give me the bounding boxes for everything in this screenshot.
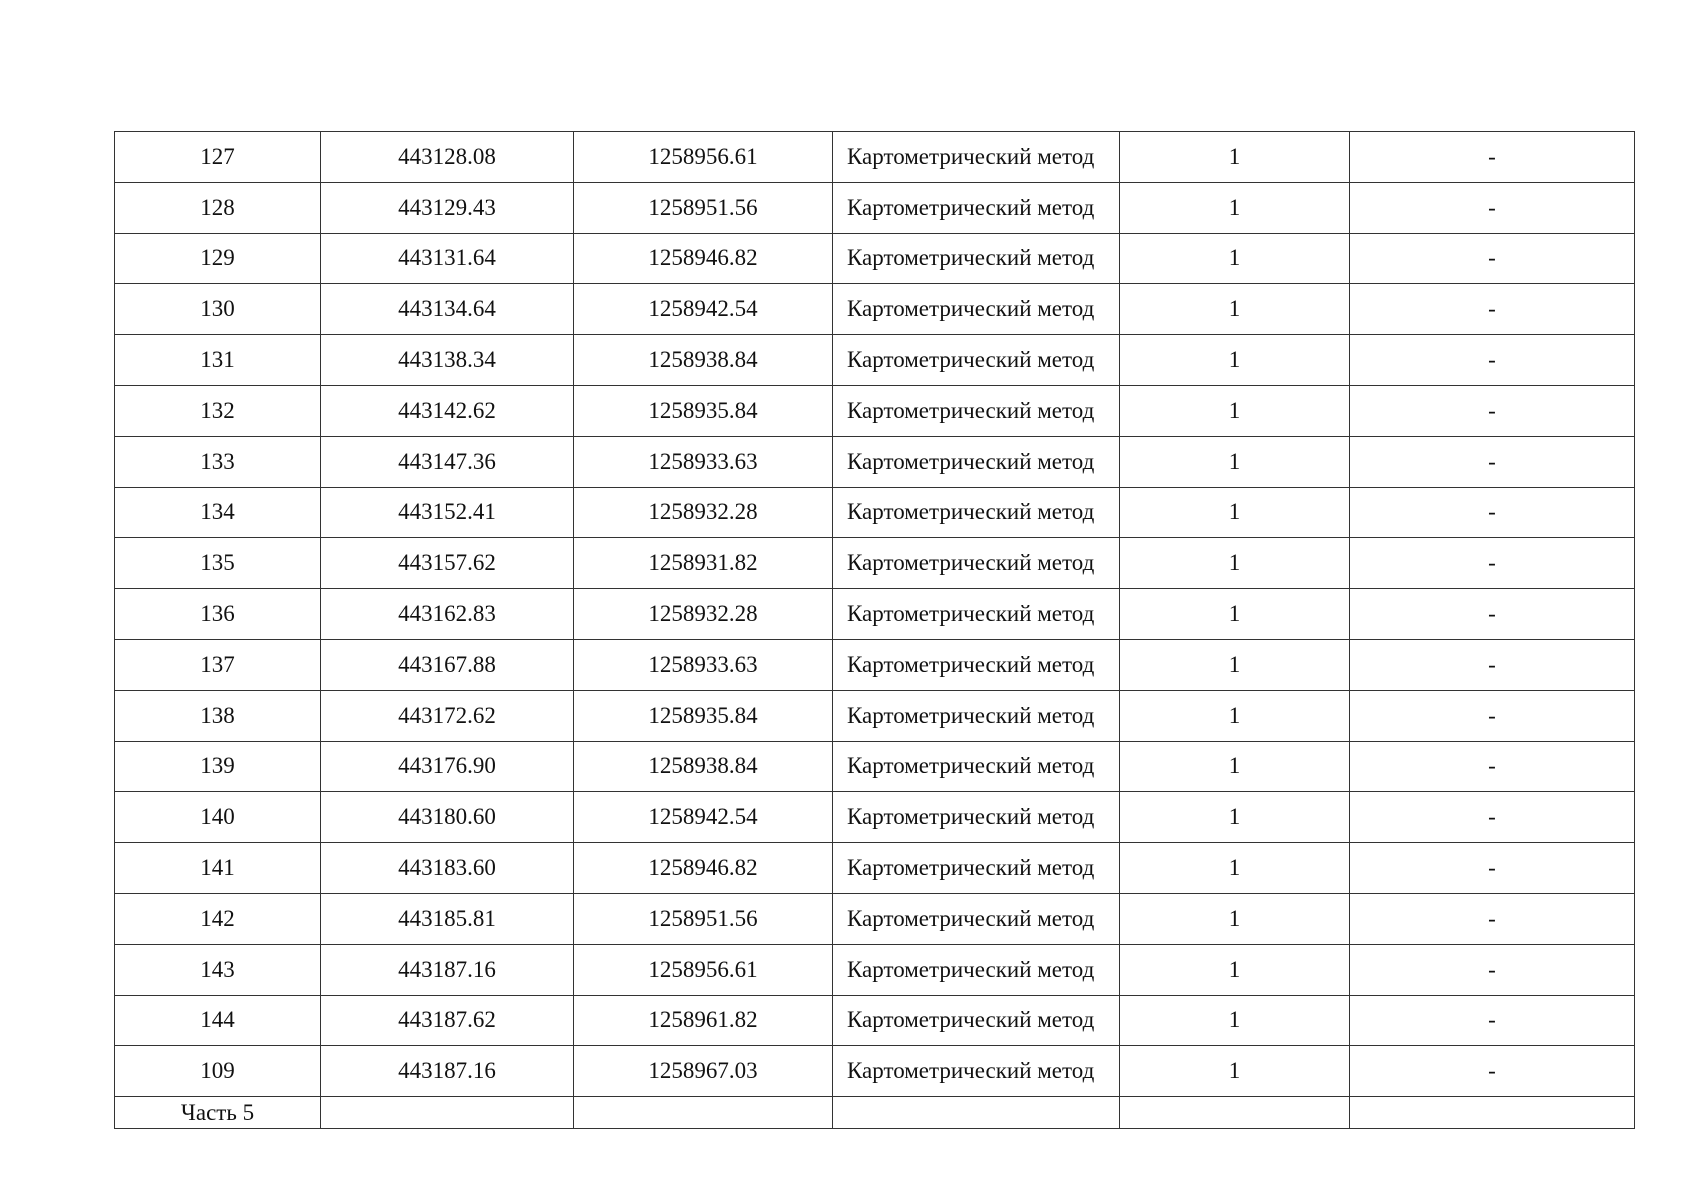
method-cell: Картометрический метод xyxy=(833,335,1120,386)
method-cell: Картометрический метод xyxy=(833,995,1120,1046)
y-coordinate-cell: 1258961.82 xyxy=(574,995,833,1046)
accuracy-cell: 1 xyxy=(1120,1046,1350,1097)
description-cell: - xyxy=(1350,944,1635,995)
accuracy-cell: 1 xyxy=(1120,182,1350,233)
y-coordinate-cell: 1258935.84 xyxy=(574,385,833,436)
description-cell: - xyxy=(1350,995,1635,1046)
x-coordinate-cell: 443128.08 xyxy=(321,132,574,183)
method-cell: Картометрический метод xyxy=(833,893,1120,944)
x-coordinate-cell: 443180.60 xyxy=(321,792,574,843)
method-cell: Картометрический метод xyxy=(833,589,1120,640)
point-number-cell: 144 xyxy=(115,995,321,1046)
method-cell: Картометрический метод xyxy=(833,487,1120,538)
accuracy-cell: 1 xyxy=(1120,792,1350,843)
table-row xyxy=(115,487,1635,538)
method-cell: Картометрический метод xyxy=(833,182,1120,233)
part-label-row xyxy=(115,1097,1635,1129)
y-coordinate-cell: 1258956.61 xyxy=(574,944,833,995)
table-row xyxy=(115,690,1635,741)
x-coordinate-cell: 443152.41 xyxy=(321,487,574,538)
table-row xyxy=(115,538,1635,589)
x-coordinate-cell: 443138.34 xyxy=(321,335,574,386)
table-row xyxy=(115,843,1635,894)
description-cell: - xyxy=(1350,487,1635,538)
x-coordinate-cell: 443167.88 xyxy=(321,639,574,690)
point-number-cell: 141 xyxy=(115,843,321,894)
table-row xyxy=(115,385,1635,436)
method-cell: Картометрический метод xyxy=(833,436,1120,487)
x-coordinate-cell: 443187.62 xyxy=(321,995,574,1046)
empty-cell xyxy=(1350,1097,1635,1129)
table-row xyxy=(115,741,1635,792)
method-cell: Картометрический метод xyxy=(833,1046,1120,1097)
accuracy-cell: 1 xyxy=(1120,944,1350,995)
empty-cell xyxy=(1120,1097,1350,1129)
accuracy-cell: 1 xyxy=(1120,487,1350,538)
point-number-cell: 129 xyxy=(115,233,321,284)
y-coordinate-cell: 1258932.28 xyxy=(574,589,833,640)
description-cell: - xyxy=(1350,335,1635,386)
empty-cell xyxy=(833,1097,1120,1129)
description-cell: - xyxy=(1350,284,1635,335)
part-label-cell: Часть 5 xyxy=(115,1097,321,1129)
y-coordinate-cell: 1258946.82 xyxy=(574,233,833,284)
accuracy-cell: 1 xyxy=(1120,436,1350,487)
method-cell: Картометрический метод xyxy=(833,538,1120,589)
point-number-cell: 135 xyxy=(115,538,321,589)
y-coordinate-cell: 1258951.56 xyxy=(574,182,833,233)
x-coordinate-cell: 443187.16 xyxy=(321,944,574,995)
accuracy-cell: 1 xyxy=(1120,893,1350,944)
table-row xyxy=(115,792,1635,843)
x-coordinate-cell: 443162.83 xyxy=(321,589,574,640)
empty-cell xyxy=(574,1097,833,1129)
point-number-cell: 133 xyxy=(115,436,321,487)
description-cell: - xyxy=(1350,1046,1635,1097)
table-row xyxy=(115,335,1635,386)
table-row xyxy=(115,132,1635,183)
y-coordinate-cell: 1258956.61 xyxy=(574,132,833,183)
point-number-cell: 140 xyxy=(115,792,321,843)
point-number-cell: 109 xyxy=(115,1046,321,1097)
coordinates-table xyxy=(114,131,1635,1129)
point-number-cell: 131 xyxy=(115,335,321,386)
y-coordinate-cell: 1258938.84 xyxy=(574,335,833,386)
accuracy-cell: 1 xyxy=(1120,690,1350,741)
point-number-cell: 142 xyxy=(115,893,321,944)
accuracy-cell: 1 xyxy=(1120,995,1350,1046)
x-coordinate-cell: 443185.81 xyxy=(321,893,574,944)
table-row xyxy=(115,182,1635,233)
method-cell: Картометрический метод xyxy=(833,284,1120,335)
point-number-cell: 136 xyxy=(115,589,321,640)
y-coordinate-cell: 1258933.63 xyxy=(574,639,833,690)
description-cell: - xyxy=(1350,690,1635,741)
description-cell: - xyxy=(1350,589,1635,640)
x-coordinate-cell: 443183.60 xyxy=(321,843,574,894)
table-row xyxy=(115,893,1635,944)
method-cell: Картометрический метод xyxy=(833,843,1120,894)
y-coordinate-cell: 1258951.56 xyxy=(574,893,833,944)
description-cell: - xyxy=(1350,436,1635,487)
x-coordinate-cell: 443147.36 xyxy=(321,436,574,487)
empty-cell xyxy=(321,1097,574,1129)
method-cell: Картометрический метод xyxy=(833,385,1120,436)
method-cell: Картометрический метод xyxy=(833,741,1120,792)
accuracy-cell: 1 xyxy=(1120,284,1350,335)
point-number-cell: 127 xyxy=(115,132,321,183)
x-coordinate-cell: 443176.90 xyxy=(321,741,574,792)
method-cell: Картометрический метод xyxy=(833,690,1120,741)
method-cell: Картометрический метод xyxy=(833,132,1120,183)
description-cell: - xyxy=(1350,741,1635,792)
method-cell: Картометрический метод xyxy=(833,233,1120,284)
description-cell: - xyxy=(1350,538,1635,589)
method-cell: Картометрический метод xyxy=(833,639,1120,690)
x-coordinate-cell: 443187.16 xyxy=(321,1046,574,1097)
accuracy-cell: 1 xyxy=(1120,741,1350,792)
table-row xyxy=(115,995,1635,1046)
y-coordinate-cell: 1258946.82 xyxy=(574,843,833,894)
accuracy-cell: 1 xyxy=(1120,639,1350,690)
point-number-cell: 139 xyxy=(115,741,321,792)
description-cell: - xyxy=(1350,893,1635,944)
table-row xyxy=(115,436,1635,487)
description-cell: - xyxy=(1350,385,1635,436)
description-cell: - xyxy=(1350,639,1635,690)
y-coordinate-cell: 1258942.54 xyxy=(574,284,833,335)
coordinates-table-body xyxy=(115,132,1635,1129)
point-number-cell: 134 xyxy=(115,487,321,538)
point-number-cell: 137 xyxy=(115,639,321,690)
y-coordinate-cell: 1258933.63 xyxy=(574,436,833,487)
y-coordinate-cell: 1258942.54 xyxy=(574,792,833,843)
description-cell: - xyxy=(1350,182,1635,233)
table-row xyxy=(115,233,1635,284)
accuracy-cell: 1 xyxy=(1120,589,1350,640)
accuracy-cell: 1 xyxy=(1120,385,1350,436)
table-row xyxy=(115,1046,1635,1097)
x-coordinate-cell: 443157.62 xyxy=(321,538,574,589)
method-cell: Картометрический метод xyxy=(833,944,1120,995)
table-row xyxy=(115,589,1635,640)
x-coordinate-cell: 443131.64 xyxy=(321,233,574,284)
x-coordinate-cell: 443129.43 xyxy=(321,182,574,233)
point-number-cell: 132 xyxy=(115,385,321,436)
table-row xyxy=(115,944,1635,995)
point-number-cell: 138 xyxy=(115,690,321,741)
description-cell: - xyxy=(1350,792,1635,843)
accuracy-cell: 1 xyxy=(1120,132,1350,183)
x-coordinate-cell: 443142.62 xyxy=(321,385,574,436)
x-coordinate-cell: 443134.64 xyxy=(321,284,574,335)
description-cell: - xyxy=(1350,132,1635,183)
method-cell: Картометрический метод xyxy=(833,792,1120,843)
x-coordinate-cell: 443172.62 xyxy=(321,690,574,741)
accuracy-cell: 1 xyxy=(1120,843,1350,894)
table-row xyxy=(115,639,1635,690)
accuracy-cell: 1 xyxy=(1120,233,1350,284)
table-row xyxy=(115,284,1635,335)
accuracy-cell: 1 xyxy=(1120,335,1350,386)
y-coordinate-cell: 1258967.03 xyxy=(574,1046,833,1097)
accuracy-cell: 1 xyxy=(1120,538,1350,589)
point-number-cell: 128 xyxy=(115,182,321,233)
y-coordinate-cell: 1258935.84 xyxy=(574,690,833,741)
y-coordinate-cell: 1258931.82 xyxy=(574,538,833,589)
point-number-cell: 130 xyxy=(115,284,321,335)
y-coordinate-cell: 1258938.84 xyxy=(574,741,833,792)
description-cell: - xyxy=(1350,233,1635,284)
point-number-cell: 143 xyxy=(115,944,321,995)
description-cell: - xyxy=(1350,843,1635,894)
y-coordinate-cell: 1258932.28 xyxy=(574,487,833,538)
